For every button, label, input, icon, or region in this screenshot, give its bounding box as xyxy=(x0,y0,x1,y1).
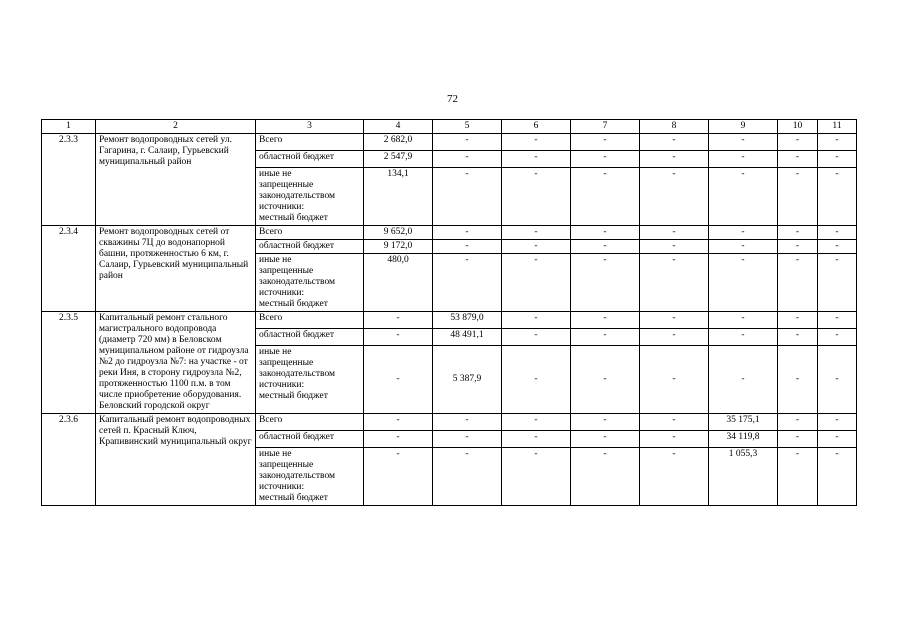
value-cell: - xyxy=(778,448,818,506)
value-cell: - xyxy=(433,431,502,448)
value-cell: - xyxy=(640,329,709,346)
column-header: 2 xyxy=(96,120,256,134)
value-cell: - xyxy=(818,312,857,329)
value-cell: - xyxy=(709,346,778,414)
item-name: Ремонт водопроводных сетей ул. Гагарина, г. Салаир, Гурьевский муниципальный район xyxy=(96,134,256,226)
value-cell: - xyxy=(778,431,818,448)
item-id: 2.3.5 xyxy=(42,312,96,414)
value-cell: - xyxy=(502,134,571,151)
value-cell: - xyxy=(433,151,502,168)
source-other-line: законодательством xyxy=(259,191,336,201)
value-cell: - xyxy=(433,448,502,506)
value-cell: - xyxy=(640,240,709,254)
column-header: 4 xyxy=(364,120,433,134)
value-cell: - xyxy=(364,448,433,506)
value-cell: - xyxy=(778,151,818,168)
source-total: Всего xyxy=(256,134,364,151)
source-total: Всего xyxy=(256,312,364,329)
value-cell: - xyxy=(818,151,857,168)
source-other-line: запрещенные xyxy=(259,180,314,190)
value-cell: - xyxy=(709,168,778,226)
value-cell: - xyxy=(433,254,502,312)
column-header: 6 xyxy=(502,120,571,134)
item-id: 2.3.3 xyxy=(42,134,96,226)
value-cell: - xyxy=(778,312,818,329)
value-cell: - xyxy=(640,168,709,226)
source-other xyxy=(256,254,364,312)
source-total: Всего xyxy=(256,414,364,431)
value-cell: 134,1 xyxy=(364,168,433,226)
value-cell: - xyxy=(818,168,857,226)
value-cell: - xyxy=(571,134,640,151)
value-cell: - xyxy=(778,346,818,414)
value-cell: - xyxy=(502,312,571,329)
value-cell: - xyxy=(818,346,857,414)
value-cell: - xyxy=(502,414,571,431)
value-cell: - xyxy=(571,346,640,414)
value-cell: - xyxy=(502,448,571,506)
value-cell: - xyxy=(818,240,857,254)
source-other-line: местный бюджет xyxy=(259,213,328,223)
column-header: 11 xyxy=(818,120,857,134)
value-cell: - xyxy=(709,151,778,168)
value-cell: - xyxy=(502,168,571,226)
source-other-line: запрещенные xyxy=(259,266,314,276)
source-other-line: источники: xyxy=(259,288,305,298)
value-cell: - xyxy=(571,414,640,431)
value-cell: - xyxy=(818,414,857,431)
source-other-line: иные не xyxy=(259,255,292,265)
value-cell: - xyxy=(433,240,502,254)
value-cell: - xyxy=(709,312,778,329)
value-cell: - xyxy=(818,329,857,346)
value-cell: 2 547,9 xyxy=(364,151,433,168)
value-cell: 35 175,1 xyxy=(709,414,778,431)
value-cell: - xyxy=(502,226,571,240)
source-other-line: источники: xyxy=(259,482,305,492)
source-other-line: запрещенные xyxy=(259,460,314,470)
table-row xyxy=(42,134,857,151)
value-cell: - xyxy=(571,151,640,168)
value-cell: - xyxy=(433,414,502,431)
value-cell: 9 172,0 xyxy=(364,240,433,254)
value-cell: - xyxy=(709,226,778,240)
value-cell: - xyxy=(778,240,818,254)
value-cell: - xyxy=(571,431,640,448)
column-header: 9 xyxy=(709,120,778,134)
column-header: 3 xyxy=(256,120,364,134)
value-cell: - xyxy=(502,240,571,254)
source-total: Всего xyxy=(256,226,364,240)
value-cell: - xyxy=(571,168,640,226)
source-other-line: источники: xyxy=(259,380,305,390)
source-other-line: источники: xyxy=(259,202,305,212)
source-regional: областной бюджет xyxy=(256,240,364,254)
source-other xyxy=(256,168,364,226)
value-cell: - xyxy=(640,312,709,329)
page-number: 72 xyxy=(447,93,458,105)
source-other-line: законодательством xyxy=(259,277,336,287)
source-other-line: местный бюджет xyxy=(259,299,328,309)
value-cell: - xyxy=(571,312,640,329)
table-row xyxy=(42,414,857,431)
value-cell: 53 879,0 xyxy=(433,312,502,329)
column-header: 5 xyxy=(433,120,502,134)
item-id: 2.3.4 xyxy=(42,226,96,312)
value-cell: - xyxy=(364,346,433,414)
value-cell: - xyxy=(571,240,640,254)
column-header: 10 xyxy=(778,120,818,134)
value-cell: - xyxy=(818,431,857,448)
value-cell: - xyxy=(818,134,857,151)
source-regional: областной бюджет xyxy=(256,329,364,346)
value-cell: - xyxy=(709,240,778,254)
source-other-line: местный бюджет xyxy=(259,391,328,401)
value-cell: - xyxy=(778,414,818,431)
value-cell: 480,0 xyxy=(364,254,433,312)
source-regional: областной бюджет xyxy=(256,151,364,168)
value-cell: - xyxy=(502,254,571,312)
value-cell: 34 119,8 xyxy=(709,431,778,448)
value-cell: - xyxy=(818,254,857,312)
source-other-line: иные не xyxy=(259,347,292,357)
value-cell: - xyxy=(640,448,709,506)
value-cell: - xyxy=(433,226,502,240)
value-cell: - xyxy=(364,414,433,431)
value-cell: - xyxy=(778,134,818,151)
value-cell: - xyxy=(709,254,778,312)
value-cell: - xyxy=(571,254,640,312)
header-row xyxy=(42,120,857,134)
item-name: Капитальный ремонт стального магистрального водопровода (диаметр 720 мм) в Беловском муниципальном районе от гидроузла №2 до гидроузла №7: на участке - от реки Иня, в сторону гидроузла №2, протяженностью 1100 п.м. в том числе приобретение оборудования. Беловский городской округ xyxy=(96,312,256,414)
value-cell: - xyxy=(364,431,433,448)
source-regional: областной бюджет xyxy=(256,431,364,448)
source-other-line: иные не xyxy=(259,449,292,459)
column-header: 7 xyxy=(571,120,640,134)
item-name: Ремонт водопроводных сетей от скважины 7Ц до водонапорной башни, протяженностью 6 км, г. Салаир, Гурьевский муниципальный район xyxy=(96,226,256,312)
value-cell: - xyxy=(640,431,709,448)
source-other-line: законодательством xyxy=(259,369,336,379)
item-id: 2.3.6 xyxy=(42,414,96,506)
value-cell: - xyxy=(640,226,709,240)
value-cell: - xyxy=(818,448,857,506)
value-cell: - xyxy=(502,151,571,168)
value-cell: - xyxy=(640,151,709,168)
value-cell: 2 682,0 xyxy=(364,134,433,151)
value-cell: - xyxy=(502,329,571,346)
source-other-line: иные не xyxy=(259,169,292,179)
value-cell: - xyxy=(818,226,857,240)
value-cell: - xyxy=(571,329,640,346)
value-cell: - xyxy=(571,448,640,506)
column-header: 1 xyxy=(42,120,96,134)
value-cell: 9 652,0 xyxy=(364,226,433,240)
value-cell: - xyxy=(364,312,433,329)
value-cell: - xyxy=(640,254,709,312)
source-other-line: законодательством xyxy=(259,471,336,481)
table-row xyxy=(42,312,857,329)
value-cell: - xyxy=(433,168,502,226)
value-cell: - xyxy=(364,329,433,346)
value-cell: - xyxy=(778,168,818,226)
source-other-line: запрещенные xyxy=(259,358,314,368)
item-name: Капитальный ремонт водопроводных сетей п. Красный Ключ, Крапивинский муниципальный округ xyxy=(96,414,256,506)
source-other-line: местный бюджет xyxy=(259,493,328,503)
value-cell: - xyxy=(571,226,640,240)
column-header: 8 xyxy=(640,120,709,134)
value-cell: - xyxy=(709,329,778,346)
budget-table xyxy=(41,119,857,506)
value-cell: - xyxy=(709,134,778,151)
value-cell: - xyxy=(778,254,818,312)
value-cell: 48 491,1 xyxy=(433,329,502,346)
value-cell: - xyxy=(502,431,571,448)
source-other xyxy=(256,346,364,414)
value-cell: - xyxy=(778,226,818,240)
value-cell: - xyxy=(433,134,502,151)
value-cell: - xyxy=(640,346,709,414)
value-cell: - xyxy=(502,346,571,414)
value-cell: 1 055,3 xyxy=(709,448,778,506)
value-cell: - xyxy=(640,414,709,431)
value-cell: - xyxy=(778,329,818,346)
table-row xyxy=(42,226,857,240)
source-other xyxy=(256,448,364,506)
value-cell: 5 387,9 xyxy=(433,346,502,414)
value-cell: - xyxy=(640,134,709,151)
